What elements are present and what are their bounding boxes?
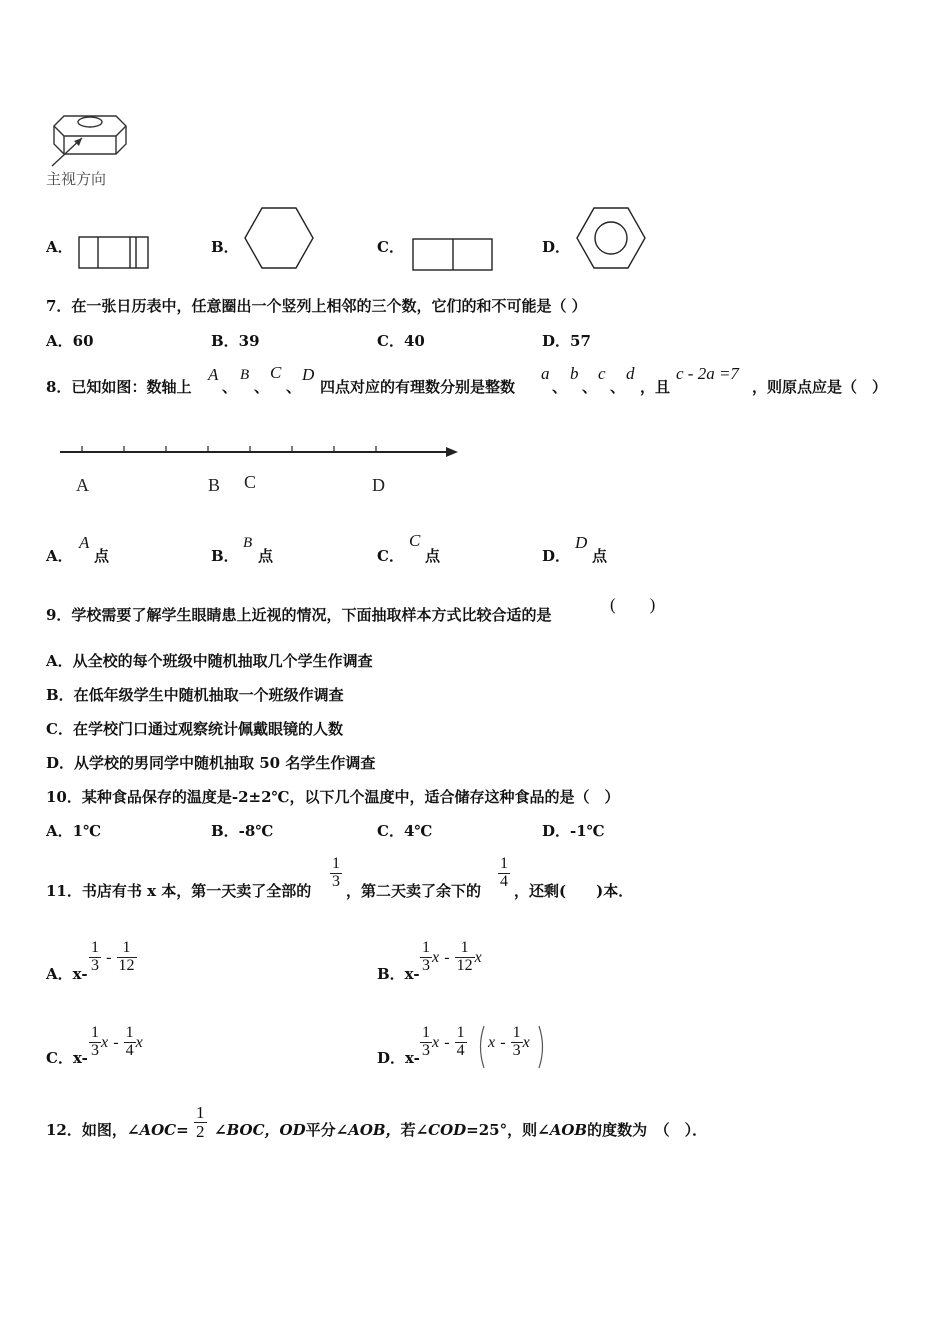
q11-option-d-expr bbox=[420, 1025, 467, 1060]
q12-value: =25°，则∠ bbox=[466, 1121, 550, 1139]
minus-sign: - bbox=[106, 948, 112, 966]
q9-option-d[interactable]: D．从学校的男同学中随机抽取 50 名学生作调查 bbox=[46, 754, 376, 772]
q7-option-c[interactable]: C．40 bbox=[377, 332, 425, 350]
q9-option-b[interactable]: B．在低年级学生中随机抽取一个班级作调查 bbox=[46, 686, 344, 704]
var-x: x bbox=[135, 1033, 143, 1051]
numerator: 1 bbox=[91, 939, 99, 956]
q12-angle-aob-2: AOB bbox=[549, 1121, 588, 1139]
q11-stem-part3: ，还剩( )本． bbox=[514, 882, 634, 900]
denominator: 3 bbox=[422, 956, 430, 974]
q8-number-line bbox=[60, 440, 460, 464]
numerator: 1 bbox=[456, 1024, 465, 1041]
q8-option-d-point: D bbox=[575, 533, 588, 552]
q6-option-a-label[interactable]: A． bbox=[46, 238, 73, 256]
q8-equation: c - 2a =7 bbox=[676, 364, 739, 383]
q8-option-c-point: C bbox=[409, 531, 421, 550]
q10-option-d[interactable]: D．-1℃ bbox=[542, 822, 605, 840]
q8-option-b-dian: 点 bbox=[258, 547, 274, 565]
q11-option-a-expr bbox=[89, 940, 137, 975]
axis-label-c: C bbox=[244, 472, 257, 492]
q8-sep: 、 bbox=[254, 378, 270, 396]
q8-stem-mid: 四点对应的有理数分别是整数 bbox=[320, 378, 516, 396]
q8-sep: 、 bbox=[222, 378, 238, 396]
q6-option-b-label[interactable]: B． bbox=[211, 238, 239, 256]
q11-option-c-label[interactable]: C．x- bbox=[46, 1049, 88, 1067]
q10-option-b[interactable]: B．-8℃ bbox=[211, 822, 274, 840]
q12-prefix: 12．如图，∠ bbox=[46, 1121, 140, 1139]
q8-point-d: D bbox=[302, 365, 315, 384]
q10-option-c[interactable]: C．4℃ bbox=[377, 822, 433, 840]
q8-option-d-dian: 点 bbox=[592, 547, 608, 565]
denominator: 12 bbox=[456, 956, 473, 974]
nut-figure bbox=[46, 110, 136, 170]
q8-option-a-label[interactable]: A． bbox=[46, 547, 73, 565]
minus-sign: - bbox=[444, 948, 450, 966]
q11-stem-part2: ，第二天卖了余下的 bbox=[346, 882, 482, 900]
q6-option-d-figure bbox=[574, 206, 648, 272]
q12-stem-rest bbox=[214, 1119, 707, 1140]
q6-option-b-figure bbox=[242, 206, 316, 272]
q12-angle-cod: COD bbox=[428, 1121, 467, 1139]
q8-var-d: d bbox=[626, 364, 635, 383]
denominator: 3 bbox=[91, 1041, 99, 1059]
q6-option-d-label[interactable]: D． bbox=[542, 238, 571, 256]
q12-fraction-half bbox=[194, 1104, 207, 1141]
numerator: 1 bbox=[422, 939, 430, 956]
q8-option-a-dian: 点 bbox=[94, 547, 110, 565]
denominator: 4 bbox=[125, 1041, 134, 1059]
denominator: 4 bbox=[500, 872, 508, 890]
minus-sign: - bbox=[500, 1033, 506, 1051]
var-x: x bbox=[488, 1033, 496, 1051]
q8-option-b-label[interactable]: B． bbox=[211, 547, 239, 565]
numerator: 1 bbox=[91, 1024, 99, 1041]
q12-equals: = bbox=[176, 1121, 189, 1139]
q11-option-a-label[interactable]: A．x- bbox=[46, 965, 88, 983]
q8-point-c: C bbox=[270, 363, 282, 382]
q12-angle-aoc: AOC bbox=[139, 1121, 177, 1139]
q8-point-b: B bbox=[240, 367, 250, 383]
numerator: 1 bbox=[196, 1103, 205, 1122]
q6-option-c-figure bbox=[412, 238, 494, 272]
q8-sep: 、 bbox=[582, 378, 598, 396]
var-x: x bbox=[522, 1033, 530, 1051]
var-x: x bbox=[432, 948, 440, 966]
numerator: 1 bbox=[117, 940, 137, 958]
q9-stem: 9．学校需要了解学生眼睛患上近视的情况，下面抽取样本方式比较合适的是 bbox=[46, 606, 552, 624]
numerator: 1 bbox=[332, 855, 340, 872]
denominator: 3 bbox=[422, 1041, 430, 1059]
minus-sign: - bbox=[113, 1033, 119, 1051]
numerator: 1 bbox=[125, 1024, 134, 1041]
q9-option-a[interactable]: A．从全校的每个班级中随机抽取几个学生作调查 bbox=[46, 652, 373, 670]
q6-option-c-label[interactable]: C． bbox=[377, 238, 404, 256]
denominator: 2 bbox=[196, 1121, 205, 1141]
denominator: 3 bbox=[332, 872, 340, 890]
q11-option-b-label[interactable]: B．x- bbox=[377, 965, 420, 983]
q11-option-d-right-paren bbox=[537, 1024, 547, 1070]
q8-option-b-point: B bbox=[243, 535, 253, 551]
q8-stem-suffix: ，则原点应是（ ） bbox=[752, 378, 888, 396]
q8-stem-comma: ，且 bbox=[640, 378, 671, 396]
numerator: 1 bbox=[512, 1024, 521, 1041]
q7-option-a[interactable]: A．60 bbox=[46, 332, 94, 350]
q8-sep: 、 bbox=[286, 378, 302, 396]
q8-point-a: A bbox=[208, 365, 219, 384]
q12-stem bbox=[46, 1119, 189, 1140]
q6-option-a-figure bbox=[78, 236, 150, 270]
view-direction-caption: 主视方向 bbox=[46, 171, 107, 188]
numerator: 1 bbox=[500, 855, 508, 872]
axis-label-b: B bbox=[208, 475, 221, 495]
denominator: 12 bbox=[118, 956, 135, 974]
q8-sep: 、 bbox=[552, 378, 568, 396]
q12-suffix: 的度数为 （ ）． bbox=[587, 1121, 708, 1139]
axis-label-d: D bbox=[372, 475, 385, 495]
q11-option-d-left-paren bbox=[476, 1024, 486, 1070]
q11-option-c-expr bbox=[89, 1025, 143, 1060]
nut-hole bbox=[78, 117, 102, 127]
q11-option-d-label[interactable]: D．x- bbox=[377, 1049, 420, 1067]
q8-stem-prefix: 8．已知如图：数轴上 bbox=[46, 378, 192, 396]
q12-mid: 平分∠ bbox=[305, 1121, 349, 1139]
denominator: 3 bbox=[512, 1041, 521, 1059]
var-x: x bbox=[474, 948, 482, 966]
q8-var-b: b bbox=[570, 364, 579, 383]
q11-fraction-one-third bbox=[330, 856, 342, 891]
q8-option-a-point: A bbox=[79, 533, 90, 552]
q7-stem: 7．在一张日历表中，任意圈出一个竖列上相邻的三个数，它们的和不可能是（ ） bbox=[46, 297, 587, 315]
q12-angle-aob: AOB， bbox=[348, 1121, 401, 1139]
nut-top-face bbox=[54, 116, 126, 136]
q7-option-d[interactable]: D．57 bbox=[542, 332, 591, 350]
q11-stem-part1: 11．书店有书 x 本，第一天卖了全部的 bbox=[46, 882, 312, 900]
minus-sign: - bbox=[444, 1033, 450, 1051]
numerator: 1 bbox=[422, 1024, 430, 1041]
q8-var-c: c bbox=[598, 364, 606, 383]
q8-option-c-dian: 点 bbox=[425, 547, 441, 565]
q7-option-b[interactable]: B．39 bbox=[211, 332, 260, 350]
denominator: 4 bbox=[456, 1041, 465, 1059]
q11-option-d-inner-expr bbox=[488, 1025, 530, 1060]
var-x: x bbox=[101, 1033, 109, 1051]
q10-stem: 10．某种食品保存的温度是-2±2℃，以下几个温度中，适合储存这种食品的是（ ） bbox=[46, 788, 620, 806]
q8-var-a: a bbox=[541, 364, 550, 383]
q12-angle-boc: ∠BOC， bbox=[214, 1121, 280, 1139]
q12-od: OD bbox=[279, 1121, 306, 1139]
q11-fraction-one-quarter bbox=[498, 856, 510, 891]
denominator: 3 bbox=[91, 956, 99, 974]
q11-option-b-expr bbox=[420, 940, 482, 975]
numerator: 1 bbox=[455, 940, 475, 958]
q8-sep: 、 bbox=[610, 378, 626, 396]
q9-answer-paren: ( ) bbox=[610, 595, 656, 614]
q9-option-c[interactable]: C．在学校门口通过观察统计佩戴眼镜的人数 bbox=[46, 720, 343, 738]
q12-if: 若∠ bbox=[400, 1121, 429, 1139]
q10-option-a[interactable]: A．1℃ bbox=[46, 822, 102, 840]
q8-option-c-label[interactable]: C． bbox=[377, 547, 404, 565]
axis-label-a: A bbox=[76, 475, 89, 495]
var-x: x bbox=[432, 1033, 440, 1051]
q8-option-d-label[interactable]: D． bbox=[542, 547, 571, 565]
